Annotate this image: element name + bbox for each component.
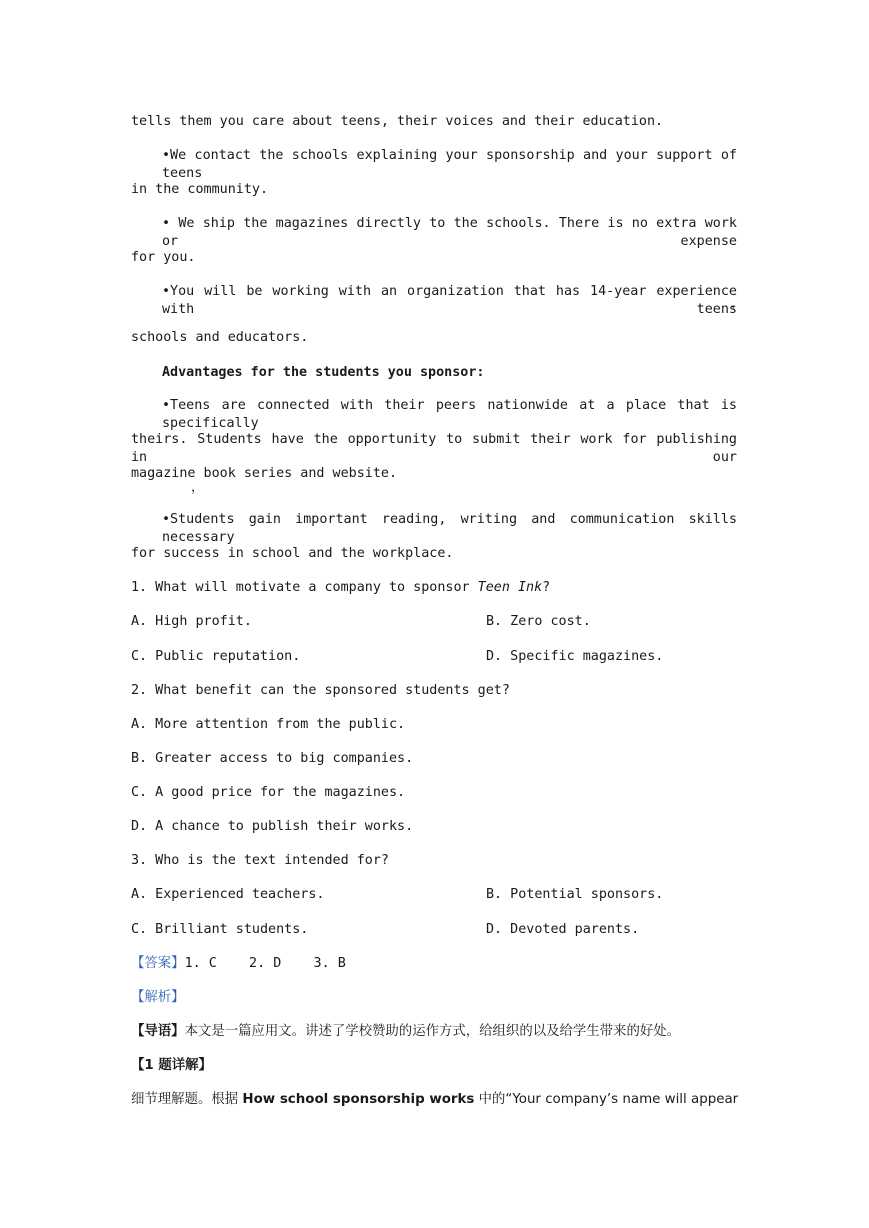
question-1-option-a: A. High profit.: [131, 614, 252, 629]
answer-values: 1. C 2. D 3. B: [184, 956, 346, 971]
detail-suffix: 中的“Your company’s name will appear: [474, 1092, 739, 1107]
company-bullet-3: •You will be working with an organization that has 14-year experience with teens: [162, 284, 737, 317]
question-3-option-a: A. Experienced teachers.: [131, 887, 325, 902]
intro-line: tells them you care about teens, their voices and their education.: [131, 114, 664, 129]
company-bullet-1: •We contact the schools explaining your sponsorship and your support of teens: [162, 148, 737, 181]
guide-line: [131, 1023, 737, 1041]
question-3-option-c: C. Brilliant students.: [131, 922, 309, 937]
detail-heading: 【1 题详解】: [131, 1058, 212, 1073]
analysis-label: 【解析】: [131, 990, 185, 1005]
question-3-option-d: D. Devoted parents.: [486, 922, 640, 937]
question-2-option-a: A. More attention from the public.: [131, 717, 406, 732]
question-2-stem: 2. What benefit can the sponsored students get?: [131, 683, 510, 698]
question-2-option-b: B. Greater access to big companies.: [131, 751, 414, 766]
detail-bold: How school sponsorship works: [242, 1092, 475, 1107]
question-1-stem: [131, 579, 737, 597]
company-bullet-1-cont: in the community.: [131, 182, 269, 197]
student-bullet-1-cont: theirs. Students have the opportunity to submit their work for publishing in our: [131, 432, 737, 465]
question-2-option-c: C. A good price for the magazines.: [131, 785, 406, 800]
question-3-option-b: B. Potential sponsors.: [486, 887, 664, 902]
answer-label: 【答案】: [131, 956, 185, 971]
stray-comma: ，: [731, 296, 745, 311]
student-bullet-2: •Students gain important reading, writing and communication skills necessary: [162, 512, 737, 545]
student-bullet-2-cont: for success in school and the workplace.: [131, 546, 454, 561]
answer-line: [131, 955, 737, 973]
question-1-option-b: B. Zero cost.: [486, 614, 591, 629]
question-1-title: Teen Ink: [477, 580, 543, 595]
question-1-stem-text: 1. What will motivate a company to sponsor: [131, 580, 478, 595]
company-bullet-2-cont: for you.: [131, 250, 196, 265]
student-bullet-1: •Teens are connected with their peers nationwide at a place that is specifically: [162, 398, 737, 431]
students-heading: Advantages for the students you sponsor:: [162, 365, 485, 380]
guide-label: 【导语】: [131, 1024, 185, 1039]
question-3-stem: 3. Who is the text intended for?: [131, 853, 389, 868]
stray-comma: ，: [191, 480, 205, 495]
detail-prefix: 细节理解题。根据: [131, 1092, 243, 1107]
student-bullet-1-cont2: magazine book series and website.: [131, 466, 398, 481]
question-2-option-d: D. A chance to publish their works.: [131, 819, 414, 834]
guide-text: 本文是一篇应用文。讲述了学校赞助的运作方式，给组织的以及给学生带来的好处。: [184, 1024, 681, 1039]
company-bullet-2: • We ship the magazines directly to the schools. There is no extra work or expense: [162, 216, 737, 249]
question-1-mark: ?: [542, 580, 551, 595]
detail-line: [131, 1091, 737, 1109]
question-1-option-c: C. Public reputation.: [131, 649, 301, 664]
company-bullet-3-cont: schools and educators.: [131, 330, 309, 345]
question-1-option-d: D. Specific magazines.: [486, 649, 664, 664]
